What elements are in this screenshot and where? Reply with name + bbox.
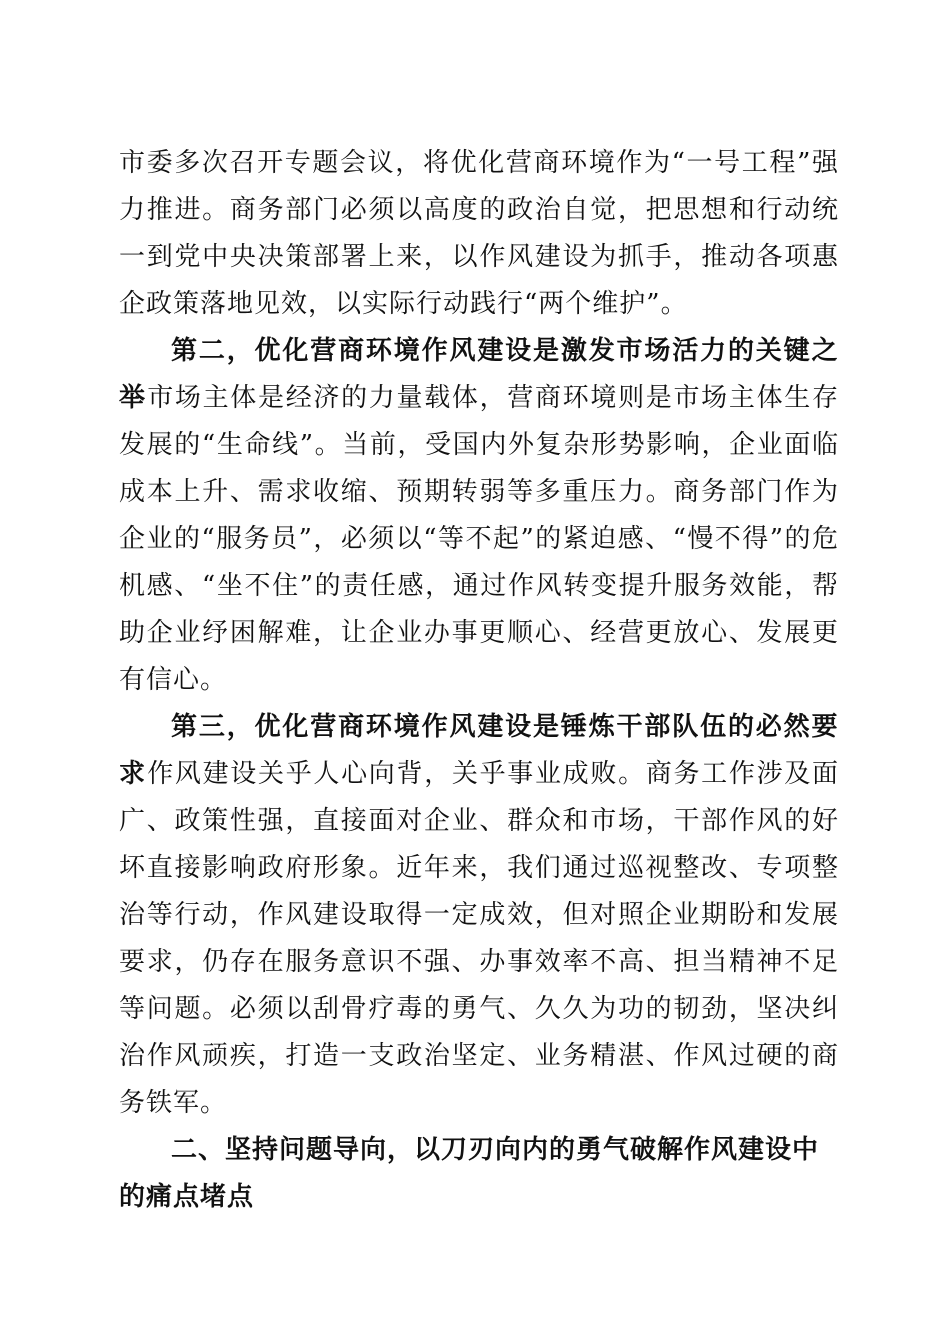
paragraph-continuation: 市委多次召开专题会议，将优化营商环境作为“一号工程”强力推进。商务部门必须以高度的政治自觉，把思想和行动统一到党中央决策部署上来，以作风建设为抓手，推动各项惠企政策落地见效，以实际行动践行“两个维护”。	[119, 148, 839, 319]
section-2-heading: 二、坚持问题导向，以刀刃向内的勇气破解作风建设中的痛点堵点	[119, 1135, 820, 1212]
paragraph-point-3	[119, 704, 839, 1127]
point-3-heading: 第三，优化营商环境作风建设是锤炼干部队伍的必然要求	[119, 712, 839, 789]
point-2-body: 市场主体是经济的力量载体，营商环境则是市场主体生存发展的“生命线”。当前，受国内外复杂形势影响，企业面临成本上升、需求收缩、预期转弱等多重压力。商务部门作为企业的“服务员”，必须以“等不起”的紧迫感、“慢不得”的危机感、“坐不住”的责任感，通过作风转变提升服务效能，帮助企业纾困解难，让企业办事更顺心、经营更放心、发展更有信心。	[119, 383, 839, 695]
paragraph-point-2	[119, 328, 839, 704]
point-2-heading: 第二，优化营商环境作风建设是激发市场活力的关键之举	[119, 336, 839, 413]
point-3-body: 作风建设关乎人心向背，关乎事业成败。商务工作涉及面广、政策性强，直接面对企业、群众和市场，干部作风的好坏直接影响政府形象。近年来，我们通过巡视整改、专项整治等行动，作风建设取得一定成效，但对照企业期盼和发展要求，仍存在服务意识不强、办事效率不高、担当精神不足等问题。必须以刮骨疗毒的勇气、久久为功的韧劲，坚决纠治作风顽疾，打造一支政治坚定、业务精湛、作风过硬的商务铁军。	[119, 759, 839, 1118]
document-page	[119, 140, 839, 1221]
